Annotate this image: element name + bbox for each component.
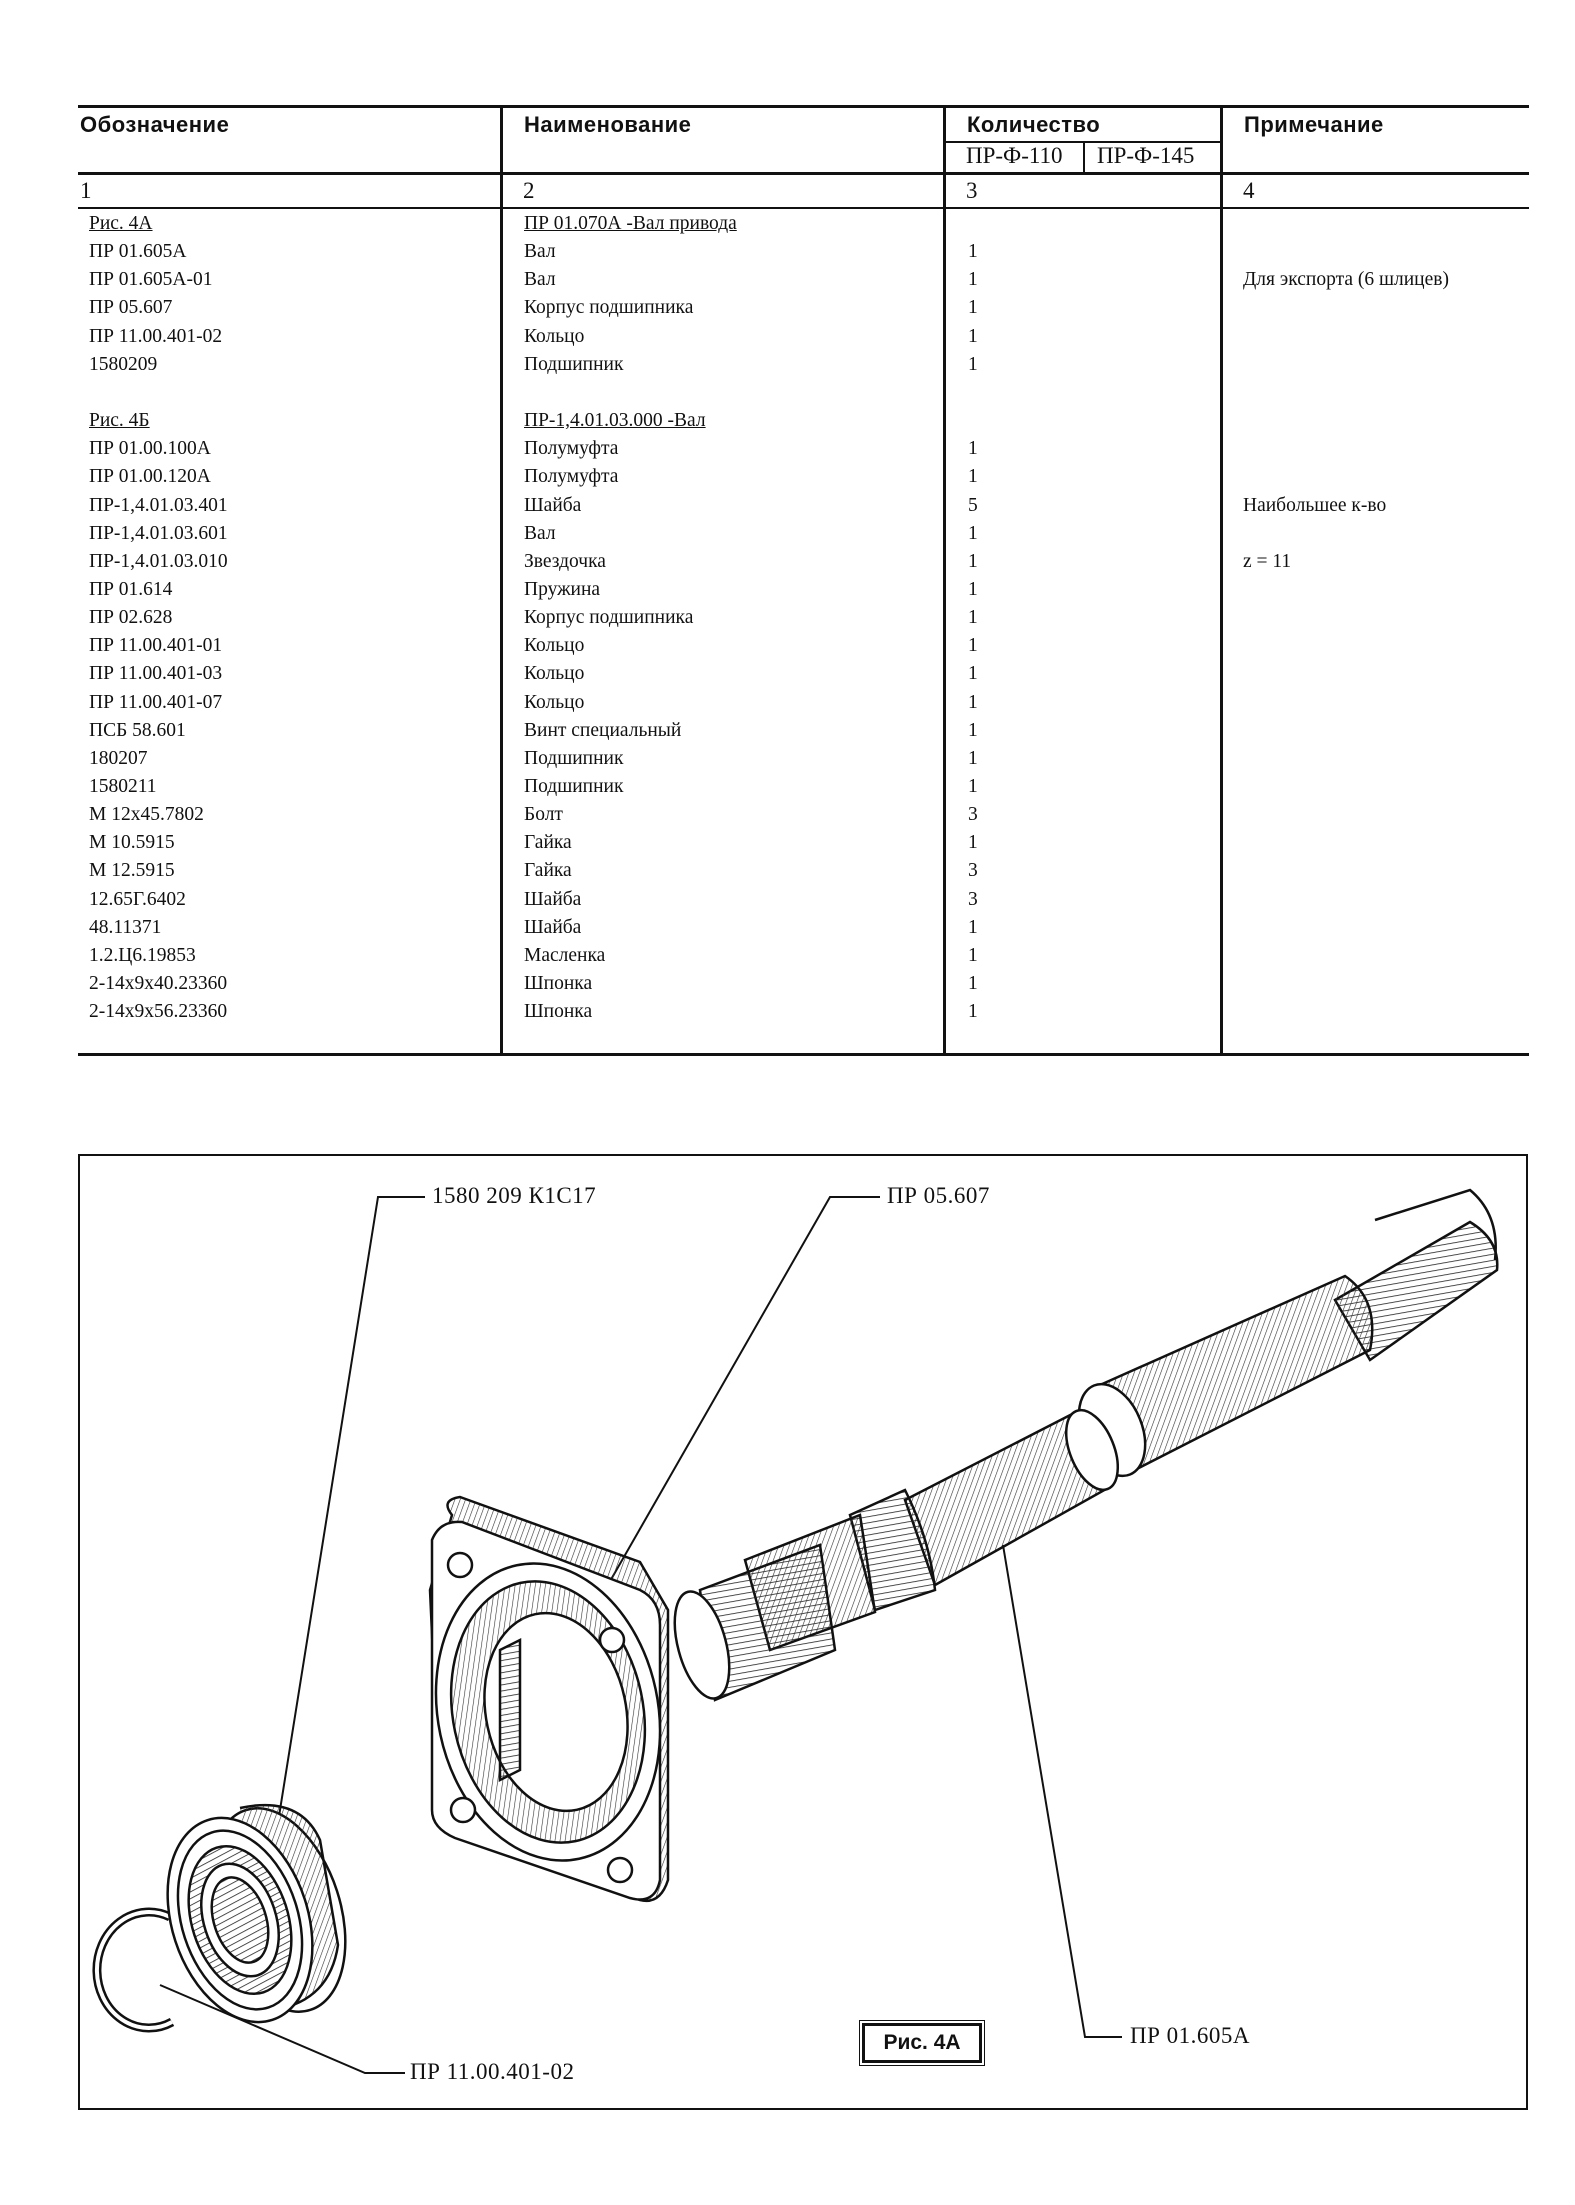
callout-bearing: 1580 209 К1С17 <box>432 1183 597 1208</box>
leader-shaft <box>1003 1545 1122 2037</box>
header-note: Примечание <box>1244 112 1384 137</box>
row-name: Вал <box>524 241 556 263</box>
row-qty: 1 <box>968 747 978 769</box>
row-name: Кольцо <box>524 663 585 685</box>
bearing-housing-drawing <box>409 1497 687 1901</box>
row-qty: 1 <box>968 269 978 291</box>
row-name: Вал <box>524 522 556 544</box>
row-name: Шпонка <box>524 1001 593 1023</box>
row-qty: 1 <box>968 973 978 995</box>
row-designation: М 12.5915 <box>89 860 175 882</box>
row-designation: ПР 05.607 <box>89 297 173 319</box>
row-qty: 1 <box>968 325 978 347</box>
row-designation: ПР 01.00.120А <box>89 466 211 488</box>
row-designation: Рис. 4Б <box>89 410 150 432</box>
row-name: Масленка <box>524 944 606 966</box>
row-designation: Рис. 4А <box>89 213 153 234</box>
row-name: Шайба <box>524 494 582 516</box>
row-qty: 1 <box>968 438 978 460</box>
figure-label: Рис. 4А <box>862 2023 982 2063</box>
row-name: Шайба <box>524 888 582 910</box>
row-name: Гайка <box>524 832 572 854</box>
header-designation: Обозначение <box>80 112 230 137</box>
row-name: Винт специальный <box>524 719 682 741</box>
column-number-1: 1 <box>80 178 92 203</box>
row-qty: 1 <box>968 578 978 600</box>
row-note: Наибольшее к-во <box>1243 494 1387 516</box>
header-quantity: Количество <box>967 112 1101 137</box>
row-designation: ПР 11.00.401-02 <box>89 325 223 347</box>
row-designation: ПР 01.605А <box>89 241 187 263</box>
column-number-2: 2 <box>523 178 535 203</box>
row-qty: 1 <box>968 297 978 319</box>
row-designation: 1.2.Ц6.19853 <box>89 944 196 966</box>
callout-housing: ПР 05.607 <box>887 1183 990 1208</box>
row-qty: 3 <box>968 804 978 826</box>
row-qty: 1 <box>968 663 978 685</box>
row-name: Подшипник <box>524 747 624 769</box>
row-qty: 1 <box>968 607 978 629</box>
row-qty: 1 <box>968 719 978 741</box>
row-designation: М 12х45.7802 <box>89 804 204 826</box>
row-qty: 3 <box>968 860 978 882</box>
row-name: Кольцо <box>524 691 585 713</box>
row-name: Полумуфта <box>524 466 619 488</box>
row-qty: 5 <box>968 494 978 516</box>
row-designation: 48.11371 <box>89 916 162 938</box>
bearing-drawing <box>143 1791 370 2041</box>
callout-shaft: ПР 01.605А <box>1130 2023 1251 2048</box>
column-number-3: 3 <box>966 178 978 203</box>
row-qty: 1 <box>968 353 978 375</box>
row-designation: М 10.5915 <box>89 832 175 854</box>
row-designation: ПР 11.00.401-03 <box>89 663 223 685</box>
row-designation: 1580209 <box>89 353 158 375</box>
row-designation: ПР 01.00.100А <box>89 438 211 460</box>
row-name: Шпонка <box>524 973 593 995</box>
row-name: Вал <box>524 269 556 291</box>
row-name: ПР-1,4.01.03.000 -Вал <box>524 410 706 432</box>
row-designation: ПР 01.605А-01 <box>89 269 213 291</box>
row-designation: ПР 01.614 <box>89 578 173 600</box>
header-qty-pr-f-145: ПР-Ф-145 <box>1097 143 1195 168</box>
header-name: Наименование <box>524 112 692 137</box>
row-name: Корпус подшипника <box>524 297 694 319</box>
row-designation: ПСБ 58.601 <box>89 719 186 741</box>
row-note: z = 11 <box>1243 550 1292 572</box>
row-name: Гайка <box>524 860 572 882</box>
row-qty: 1 <box>968 466 978 488</box>
row-qty: 1 <box>968 550 978 572</box>
row-name: ПР 01.070А -Вал привода <box>524 213 737 234</box>
row-name: Корпус подшипника <box>524 607 694 629</box>
callout-ring: ПР 11.00.401-02 <box>410 2059 575 2084</box>
row-name: Кольцо <box>524 635 585 657</box>
row-designation: 180207 <box>89 747 148 769</box>
row-qty: 1 <box>968 635 978 657</box>
snap-ring-drawing <box>97 1912 172 2028</box>
row-designation: 12.65Г.6402 <box>89 888 186 910</box>
row-name: Шайба <box>524 916 582 938</box>
row-qty: 1 <box>968 691 978 713</box>
row-name: Полумуфта <box>524 438 619 460</box>
row-designation: 2-14х9х40.23360 <box>89 973 228 995</box>
row-qty: 1 <box>968 832 978 854</box>
row-qty: 1 <box>968 776 978 797</box>
row-name: Подшипник <box>524 353 624 375</box>
row-name: Подшипник <box>524 776 624 797</box>
row-qty: 1 <box>968 944 978 966</box>
row-designation: ПР 11.00.401-01 <box>89 635 223 657</box>
leader-bearing <box>276 1197 425 1835</box>
row-name: Звездочка <box>524 550 606 572</box>
row-qty: 1 <box>968 522 978 544</box>
row-designation: ПР-1,4.01.03.401 <box>89 494 228 516</box>
row-name: Кольцо <box>524 325 585 347</box>
row-note: Для экспорта (6 шлицев) <box>1243 269 1449 291</box>
row-designation: 1580211 <box>89 776 157 797</box>
row-designation: ПР-1,4.01.03.601 <box>89 522 228 544</box>
header-qty-pr-f-110: ПР-Ф-110 <box>966 143 1063 168</box>
row-qty: 3 <box>968 888 978 910</box>
row-designation: 2-14х9х56.23360 <box>89 1001 228 1023</box>
row-qty: 1 <box>968 916 978 938</box>
row-qty: 1 <box>968 241 978 263</box>
row-designation: ПР 02.628 <box>89 607 173 629</box>
row-name: Болт <box>524 804 563 826</box>
column-number-4: 4 <box>1243 178 1255 203</box>
row-designation: ПР 11.00.401-07 <box>89 691 223 713</box>
row-qty: 1 <box>968 1001 978 1023</box>
row-designation: ПР-1,4.01.03.010 <box>89 550 228 572</box>
row-name: Пружина <box>524 578 601 600</box>
